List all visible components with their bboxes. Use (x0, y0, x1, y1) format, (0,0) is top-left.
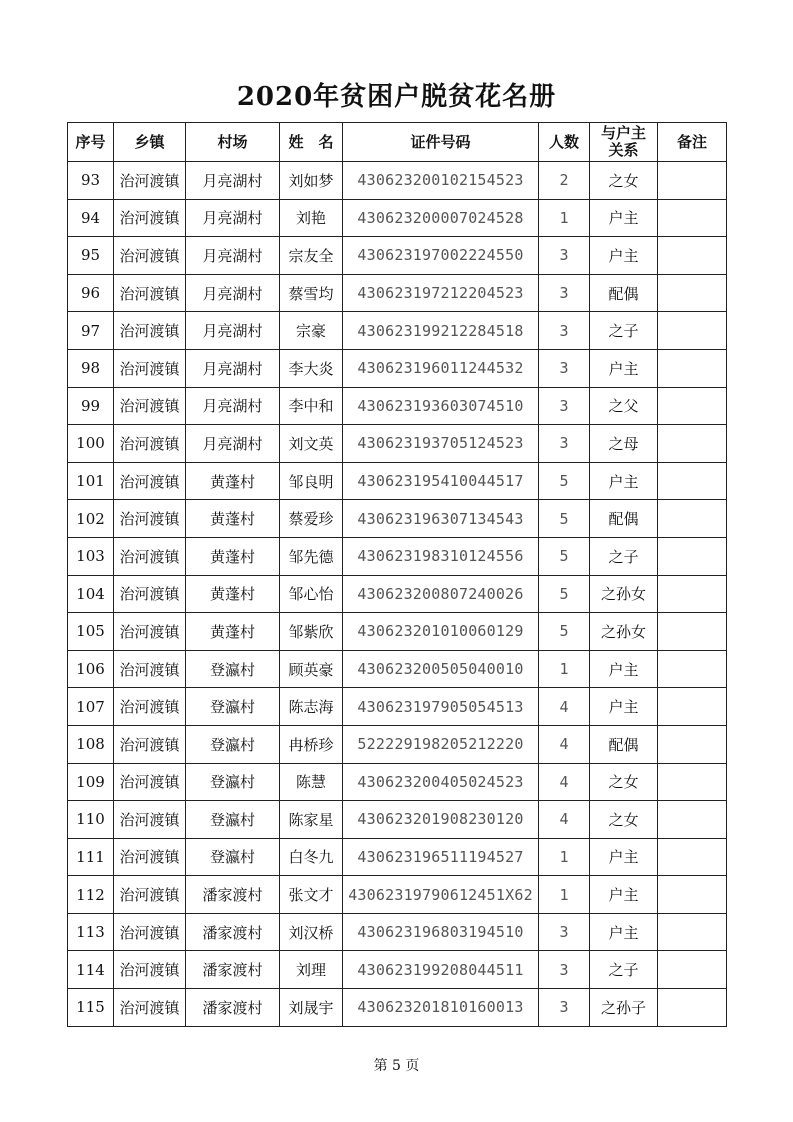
cell-relation: 之孙女 (590, 613, 658, 651)
cell-count: 3 (539, 237, 590, 275)
cell-name: 陈家星 (280, 801, 343, 839)
cell-town: 治河渡镇 (114, 162, 186, 200)
cell-seq: 93 (68, 162, 114, 200)
table-row (68, 162, 727, 200)
cell-village: 月亮湖村 (186, 199, 280, 237)
cell-name: 陈慧 (280, 763, 343, 801)
cell-count: 5 (539, 537, 590, 575)
cell-town: 治河渡镇 (114, 237, 186, 275)
table-row (68, 725, 727, 763)
cell-village: 月亮湖村 (186, 387, 280, 425)
cell-town: 治河渡镇 (114, 575, 186, 613)
cell-seq: 98 (68, 349, 114, 387)
cell-notes (658, 613, 727, 651)
cell-id-number: 43062319790612451X62 (343, 876, 539, 914)
cell-notes (658, 500, 727, 538)
cell-id-number: 430623199212284518 (343, 312, 539, 350)
cell-notes (658, 575, 727, 613)
cell-village: 登瀛村 (186, 688, 280, 726)
cell-notes (658, 237, 727, 275)
table-header-row (68, 123, 727, 162)
cell-name: 刘如梦 (280, 162, 343, 200)
cell-relation: 配偶 (590, 500, 658, 538)
cell-notes (658, 199, 727, 237)
cell-count: 2 (539, 162, 590, 200)
cell-relation: 之孙子 (590, 989, 658, 1027)
cell-town: 治河渡镇 (114, 913, 186, 951)
cell-relation: 户主 (590, 838, 658, 876)
cell-id-number: 430623200102154523 (343, 162, 539, 200)
cell-relation: 之孙女 (590, 575, 658, 613)
header-id-number: 证件号码 (343, 123, 539, 162)
cell-id-number: 430623193603074510 (343, 387, 539, 425)
cell-relation: 之女 (590, 763, 658, 801)
cell-id-number: 430623201810160013 (343, 989, 539, 1027)
cell-relation: 之母 (590, 425, 658, 463)
cell-village: 黄蓬村 (186, 500, 280, 538)
cell-town: 治河渡镇 (114, 688, 186, 726)
table-row (68, 989, 727, 1027)
cell-town: 治河渡镇 (114, 387, 186, 425)
cell-seq: 103 (68, 537, 114, 575)
table-row (68, 801, 727, 839)
cell-village: 登瀛村 (186, 725, 280, 763)
header-name: 姓 名 (280, 123, 343, 162)
cell-town: 治河渡镇 (114, 462, 186, 500)
cell-name: 刘汉桥 (280, 913, 343, 951)
cell-town: 治河渡镇 (114, 312, 186, 350)
cell-notes (658, 274, 727, 312)
cell-count: 5 (539, 613, 590, 651)
table-row (68, 951, 727, 989)
cell-notes (658, 349, 727, 387)
cell-count: 4 (539, 763, 590, 801)
cell-notes (658, 801, 727, 839)
cell-id-number: 430623200007024528 (343, 199, 539, 237)
cell-town: 治河渡镇 (114, 801, 186, 839)
cell-village: 登瀛村 (186, 801, 280, 839)
table-row (68, 763, 727, 801)
cell-relation: 之女 (590, 801, 658, 839)
cell-seq: 106 (68, 650, 114, 688)
cell-seq: 108 (68, 725, 114, 763)
cell-notes (658, 162, 727, 200)
cell-seq: 97 (68, 312, 114, 350)
table-row (68, 237, 727, 275)
cell-relation: 户主 (590, 462, 658, 500)
cell-seq: 111 (68, 838, 114, 876)
cell-town: 治河渡镇 (114, 500, 186, 538)
cell-relation: 之子 (590, 312, 658, 350)
cell-notes (658, 989, 727, 1027)
cell-notes (658, 725, 727, 763)
cell-seq: 115 (68, 989, 114, 1027)
cell-id-number: 430623196511194527 (343, 838, 539, 876)
cell-relation: 之父 (590, 387, 658, 425)
cell-id-number: 430623198310124556 (343, 537, 539, 575)
cell-relation: 之女 (590, 162, 658, 200)
cell-seq: 112 (68, 876, 114, 914)
cell-relation: 配偶 (590, 274, 658, 312)
cell-seq: 113 (68, 913, 114, 951)
cell-name: 张文才 (280, 876, 343, 914)
cell-id-number: 430623200505040010 (343, 650, 539, 688)
cell-seq: 101 (68, 462, 114, 500)
table-row (68, 876, 727, 914)
cell-seq: 95 (68, 237, 114, 275)
cell-seq: 100 (68, 425, 114, 463)
header-town: 乡镇 (114, 123, 186, 162)
cell-count: 5 (539, 500, 590, 538)
cell-relation: 之子 (590, 951, 658, 989)
cell-name: 顾英豪 (280, 650, 343, 688)
cell-relation: 户主 (590, 688, 658, 726)
cell-notes (658, 387, 727, 425)
cell-count: 1 (539, 199, 590, 237)
cell-name: 蔡爱珍 (280, 500, 343, 538)
cell-count: 3 (539, 989, 590, 1027)
cell-notes (658, 462, 727, 500)
cell-relation: 户主 (590, 876, 658, 914)
cell-town: 治河渡镇 (114, 199, 186, 237)
cell-village: 登瀛村 (186, 650, 280, 688)
cell-name: 李大炎 (280, 349, 343, 387)
cell-town: 治河渡镇 (114, 274, 186, 312)
cell-count: 1 (539, 838, 590, 876)
header-notes: 备注 (658, 123, 727, 162)
cell-village: 潘家渡村 (186, 989, 280, 1027)
page-number: 第 5 页 (373, 1058, 420, 1074)
cell-relation: 户主 (590, 237, 658, 275)
table-row (68, 537, 727, 575)
cell-name: 邹心怡 (280, 575, 343, 613)
cell-id-number: 430623196011244532 (343, 349, 539, 387)
cell-village: 登瀛村 (186, 763, 280, 801)
cell-village: 登瀛村 (186, 838, 280, 876)
cell-seq: 109 (68, 763, 114, 801)
cell-relation: 户主 (590, 650, 658, 688)
cell-seq: 110 (68, 801, 114, 839)
cell-notes (658, 951, 727, 989)
cell-id-number: 430623199208044511 (343, 951, 539, 989)
cell-count: 4 (539, 688, 590, 726)
cell-count: 4 (539, 725, 590, 763)
cell-name: 刘文英 (280, 425, 343, 463)
cell-notes (658, 425, 727, 463)
cell-village: 月亮湖村 (186, 425, 280, 463)
cell-village: 潘家渡村 (186, 876, 280, 914)
cell-id-number: 430623197212204523 (343, 274, 539, 312)
header-village: 村场 (186, 123, 280, 162)
poverty-roster-table (67, 122, 727, 1027)
cell-town: 治河渡镇 (114, 951, 186, 989)
cell-name: 刘理 (280, 951, 343, 989)
table-row (68, 312, 727, 350)
table-row (68, 838, 727, 876)
cell-name: 白冬九 (280, 838, 343, 876)
cell-town: 治河渡镇 (114, 537, 186, 575)
table-body (68, 162, 727, 1027)
header-relation-line1: 与户主 (600, 124, 646, 142)
cell-seq: 104 (68, 575, 114, 613)
cell-count: 3 (539, 274, 590, 312)
table-row (68, 575, 727, 613)
cell-village: 潘家渡村 (186, 913, 280, 951)
header-relation-line2: 关系 (608, 141, 639, 159)
cell-seq: 99 (68, 387, 114, 425)
cell-town: 治河渡镇 (114, 613, 186, 651)
cell-id-number: 430623200807240026 (343, 575, 539, 613)
cell-name: 宗友全 (280, 237, 343, 275)
cell-village: 黄蓬村 (186, 462, 280, 500)
cell-name: 邹先德 (280, 537, 343, 575)
cell-village: 月亮湖村 (186, 312, 280, 350)
cell-id-number: 430623196803194510 (343, 913, 539, 951)
document-title: 2020年贫困户脱贫花名册 (236, 82, 557, 112)
cell-village: 潘家渡村 (186, 951, 280, 989)
cell-town: 治河渡镇 (114, 349, 186, 387)
cell-id-number: 430623201908230120 (343, 801, 539, 839)
cell-notes (658, 688, 727, 726)
cell-town: 治河渡镇 (114, 725, 186, 763)
cell-id-number: 430623201010060129 (343, 613, 539, 651)
cell-village: 月亮湖村 (186, 237, 280, 275)
cell-relation: 户主 (590, 913, 658, 951)
cell-notes (658, 876, 727, 914)
cell-seq: 94 (68, 199, 114, 237)
cell-seq: 105 (68, 613, 114, 651)
cell-count: 3 (539, 312, 590, 350)
cell-village: 黄蓬村 (186, 575, 280, 613)
cell-id-number: 522229198205212220 (343, 725, 539, 763)
cell-name: 刘艳 (280, 199, 343, 237)
cell-notes (658, 312, 727, 350)
table-row (68, 462, 727, 500)
cell-id-number: 430623197002224550 (343, 237, 539, 275)
cell-town: 治河渡镇 (114, 876, 186, 914)
table-row (68, 274, 727, 312)
cell-name: 冉桥珍 (280, 725, 343, 763)
cell-notes (658, 763, 727, 801)
cell-count: 5 (539, 462, 590, 500)
cell-seq: 102 (68, 500, 114, 538)
cell-id-number: 430623200405024523 (343, 763, 539, 801)
header-seq: 序号 (68, 123, 114, 162)
table-row (68, 387, 727, 425)
cell-notes (658, 838, 727, 876)
cell-seq: 114 (68, 951, 114, 989)
cell-count: 3 (539, 387, 590, 425)
cell-name: 邹良明 (280, 462, 343, 500)
table-row (68, 349, 727, 387)
cell-count: 4 (539, 801, 590, 839)
cell-village: 黄蓬村 (186, 537, 280, 575)
header-relation (590, 123, 658, 162)
cell-notes (658, 650, 727, 688)
cell-name: 刘晟宇 (280, 989, 343, 1027)
cell-relation: 配偶 (590, 725, 658, 763)
cell-name: 蔡雪均 (280, 274, 343, 312)
table-row (68, 425, 727, 463)
cell-id-number: 430623193705124523 (343, 425, 539, 463)
table-row (68, 500, 727, 538)
cell-name: 宗豪 (280, 312, 343, 350)
cell-relation: 户主 (590, 199, 658, 237)
cell-count: 3 (539, 349, 590, 387)
cell-id-number: 430623197905054513 (343, 688, 539, 726)
cell-count: 3 (539, 425, 590, 463)
cell-village: 黄蓬村 (186, 613, 280, 651)
cell-count: 1 (539, 650, 590, 688)
cell-id-number: 430623196307134543 (343, 500, 539, 538)
cell-relation: 户主 (590, 349, 658, 387)
cell-count: 3 (539, 913, 590, 951)
cell-town: 治河渡镇 (114, 650, 186, 688)
table-row (68, 199, 727, 237)
cell-notes (658, 537, 727, 575)
cell-town: 治河渡镇 (114, 763, 186, 801)
cell-name: 陈志海 (280, 688, 343, 726)
table-row (68, 613, 727, 651)
cell-name: 邹紫欣 (280, 613, 343, 651)
cell-town: 治河渡镇 (114, 989, 186, 1027)
cell-village: 月亮湖村 (186, 349, 280, 387)
table-row (68, 913, 727, 951)
cell-town: 治河渡镇 (114, 425, 186, 463)
cell-id-number: 430623195410044517 (343, 462, 539, 500)
cell-notes (658, 913, 727, 951)
cell-count: 5 (539, 575, 590, 613)
cell-village: 月亮湖村 (186, 162, 280, 200)
table-row (68, 650, 727, 688)
cell-seq: 107 (68, 688, 114, 726)
header-count: 人数 (539, 123, 590, 162)
cell-village: 月亮湖村 (186, 274, 280, 312)
cell-count: 3 (539, 951, 590, 989)
table-row (68, 688, 727, 726)
cell-name: 李中和 (280, 387, 343, 425)
cell-town: 治河渡镇 (114, 838, 186, 876)
cell-seq: 96 (68, 274, 114, 312)
cell-relation: 之子 (590, 537, 658, 575)
cell-count: 1 (539, 876, 590, 914)
